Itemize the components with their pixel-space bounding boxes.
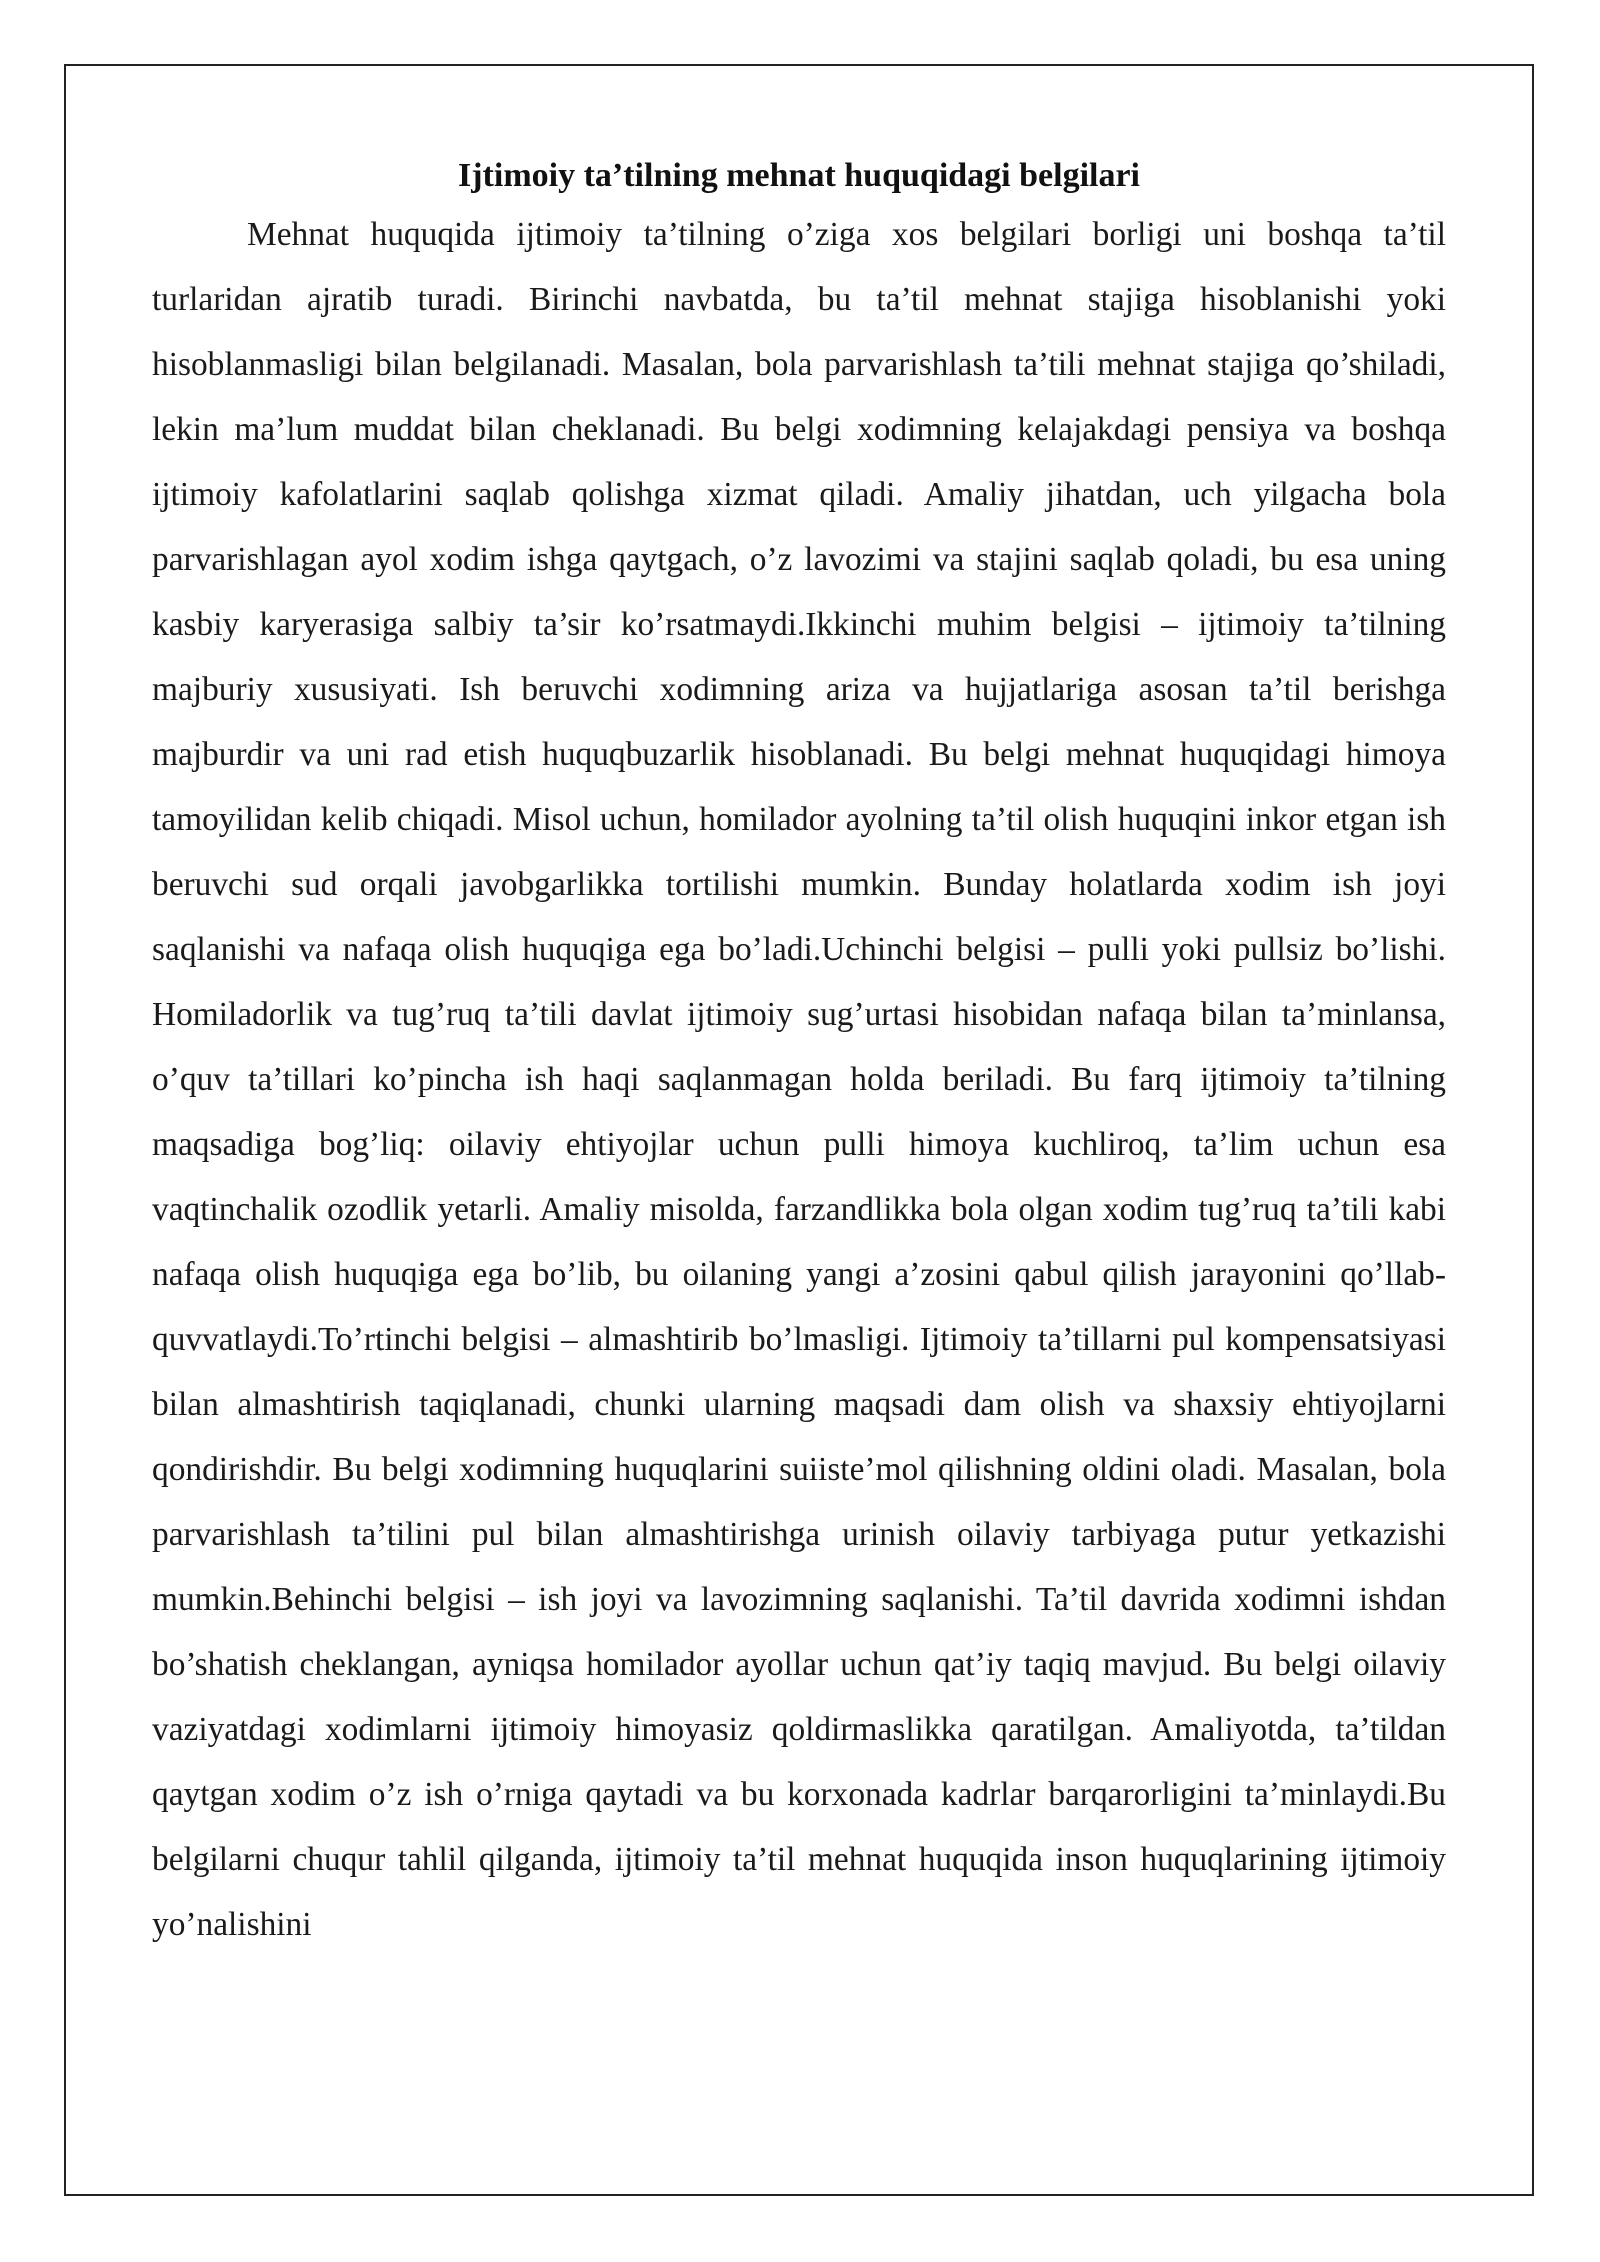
document-body-paragraph: Mehnat huquqida ijtimoiy ta’tilning o’ziga xos belgilari borligi uni boshqa ta’til turlaridan ajratib turadi. Birinchi navbatda, bu ta’til mehnat stajiga hisoblanishi yoki hisoblanmasligi bilan belgilanadi. Masalan, bola parvarishlash ta’tili mehnat stajiga qo’shiladi, lekin ma’lum muddat bilan cheklanadi. Bu belgi xodimning kelajakdagi pensiya va boshqa ijtimoiy kafolatlarini saqlab qolishga xizmat qiladi. Amaliy jihatdan, uch yilgacha bola parvarishlagan ayol xodim ishga qaytgach, o’z lavozimi va stajini saqlab qoladi, bu esa uning kasbiy karyerasiga salbiy ta’sir ko’rsatmaydi.Ikkinchi muhim belgisi – ijtimoiy ta’tilning majburiy xususiyati. Ish beruvchi xodimning ariza va hujjatlariga asosan ta’til berishga majburdir va uni rad etish huquqbuzarlik hisoblanadi. Bu belgi mehnat huquqidagi himoya tamoyilidan kelib chiqadi. Misol uchun, homilador ayolning ta’til olish huquqini inkor etgan ish beruvchi sud orqali javobgarlikka tortilishi mumkin. Bunday holatlarda xodim ish joyi saqlanishi va nafaqa olish huquqiga ega bo’ladi.Uchinchi belgisi – pulli yoki pullsiz bo’lishi. Homiladorlik va tug’ruq ta’tili davlat ijtimoiy sug’urtasi hisobidan nafaqa bilan ta’minlansa, o’quv ta’tillari ko’pincha ish haqi saqlanmagan holda beriladi. Bu farq ijtimoiy ta’tilning maqsadiga bog’liq: oilaviy ehtiyojlar uchun pulli himoya kuchliroq, ta’lim uchun esa vaqtinchalik ozodlik yetarli. Amaliy misolda, farzandlikka bola olgan xodim tug’ruq ta’tili kabi nafaqa olish huquqiga ega bo’lib, bu oilaning yangi a’zosini qabul qilish jarayonini qo’llab-quvvatlaydi.To’rtinchi belgisi – almashtirib bo’lmasligi. Ijtimoiy ta’tillarni pul kompensatsiyasi bilan almashtirish taqiqlanadi, chunki ularning maqsadi dam olish va shaxsiy ehtiyojlarni qondirishdir. Bu belgi xodimning huquqlarini suiiste’mol qilishning oldini oladi. Masalan, bola parvarishlash ta’tilini pul bilan almashtirishga urinish oilaviy tarbiyaga putur yetkazishi mumkin.Behinchi belgisi – ish joyi va lavozimning saqlanishi. Ta’til davrida xodimni ishdan bo’shatish cheklangan, ayniqsa homilador ayollar uchun qat’iy taqiq mavjud. Bu belgi oilaviy vaziyatdagi xodimlarni ijtimoiy himoyasiz qoldirmaslikka qaratilgan. Amaliyotda, ta’tildan qaytgan xodim o’z ish o’rniga qaytadi va bu korxonada kadrlar barqarorligini ta’minlaydi.Bu belgilarni chuqur tahlil qilganda, ijtimoiy ta’til mehnat huquqida inson huquqlarining ijtimoiy yo’nalishini (152, 216, 1446, 1943)
document-title: Ijtimoiy ta’tilning mehnat huquqidagi belgilari (458, 157, 1140, 194)
document-content (152, 150, 1446, 1957)
